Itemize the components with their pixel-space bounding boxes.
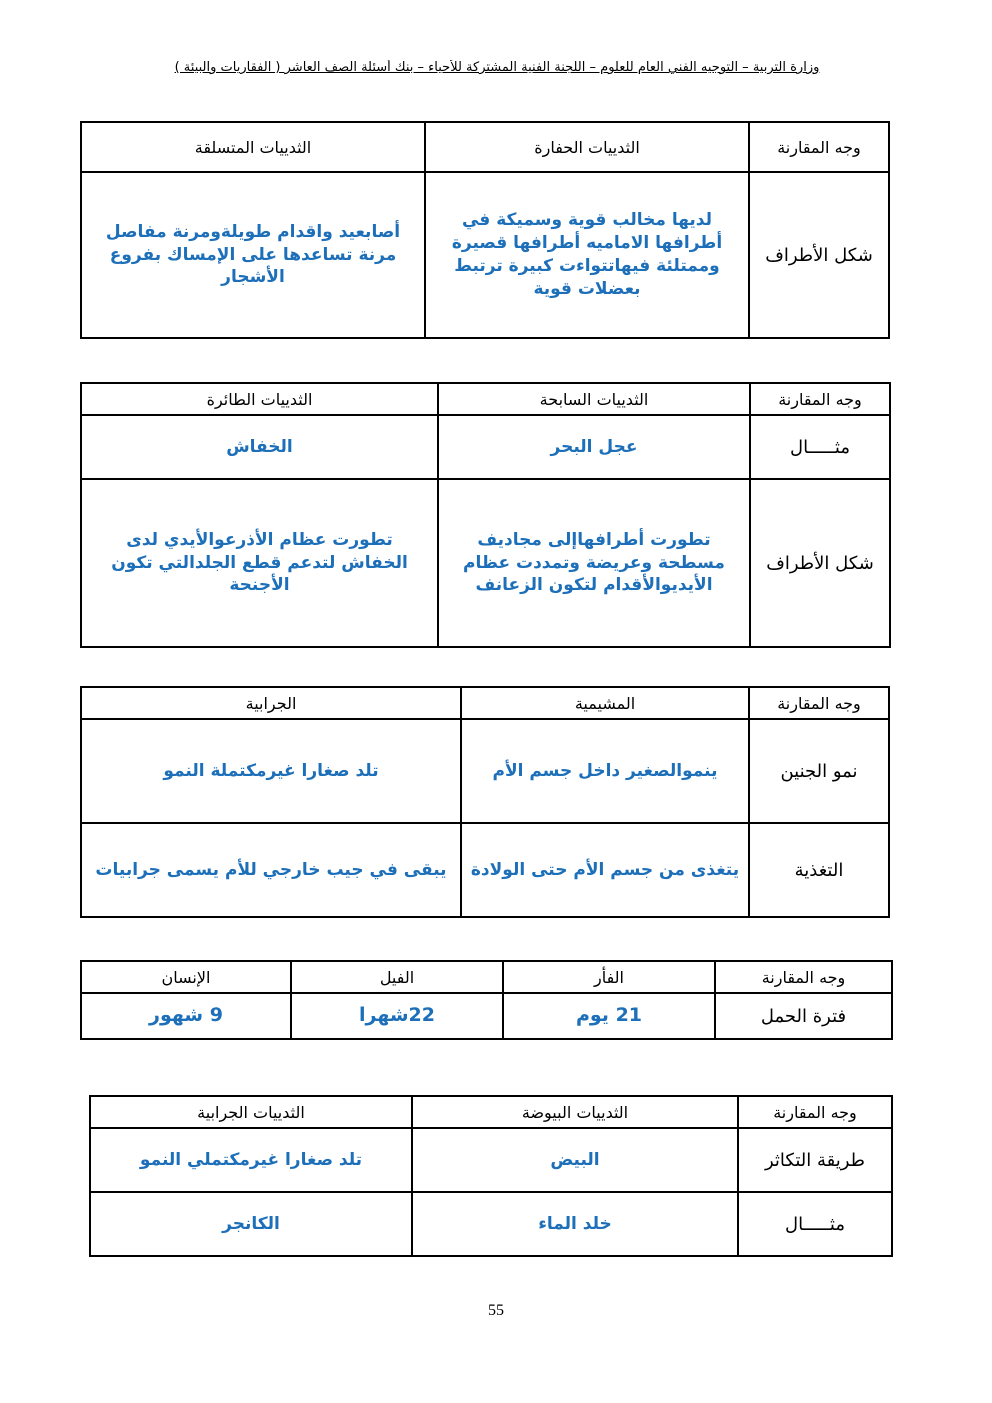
table-header-row [81,383,890,415]
table-row [81,172,889,338]
answer-cell: أصابعيد واقدام طويلةومرنة مفاصل مرنة تساعدها على الإمساك بفروع الأشجار [81,172,425,338]
answer-cell: لديها مخالب قوية وسميكة في أطرافها الاماميه أطرافها قصيرة وممتلئة فيهاتتواءت كبيرة ترتبط بعضلات قوية [425,172,749,338]
header-cell: الفأر [503,961,715,993]
answer-cell: 22شهرا [291,993,503,1039]
table-row [90,1192,892,1256]
header-cell: وجه المقارنة [738,1096,892,1128]
table-row [81,415,890,479]
answer-cell: 9 شهور [81,993,291,1039]
answer-cell: البيض [412,1128,738,1192]
row-label: نمو الجنين [749,719,889,823]
comparison-table-placental-marsupial [80,686,890,918]
header-cell: الثدييات السابحة [438,383,750,415]
answer-cell: ينموالصغير داخل جسم الأم [461,719,749,823]
table-header-row [81,961,892,993]
header-cell: وجه المقارنة [749,122,889,172]
comparison-table-monotreme-marsupial [89,1095,893,1257]
header-cell: وجه المقارنة [750,383,890,415]
answer-cell: تطورت أطرافهاإلى مجاديف مسطحة وعريضة وتمددت عظام الأيديوالأقدام لتكون الزعانف [438,479,750,647]
table-header-row [81,122,889,172]
answer-cell: يتغذى من جسم الأم حتى الولادة [461,823,749,917]
table-header-row [90,1096,892,1128]
row-label: التغذية [749,823,889,917]
answer-cell: الكانجر [90,1192,412,1256]
header-cell: الإنسان [81,961,291,993]
answer-cell: الخفاش [81,415,438,479]
header-cell: الثدييات المتسلقة [81,122,425,172]
comparison-table-gestation [80,960,893,1040]
header-cell: الفيل [291,961,503,993]
row-label: شكل الأطراف [749,172,889,338]
row-label: مثـــــال [738,1192,892,1256]
table-row [81,479,890,647]
answer-cell: 21 يوم [503,993,715,1039]
table-row [90,1128,892,1192]
page-header: وزارة التربية – التوجيه الفني العام للعلوم – اللجنة الفنية المشتركة للأحياء – بنك أسئلة الصف العاشر ( الفقاريات والبيئة ) [174,60,820,75]
row-label: شكل الأطراف [750,479,890,647]
answer-cell: تلد صغارا غيرمكتملة النمو [81,719,461,823]
row-label: طريقة التكاثر [738,1128,892,1192]
header-cell: المشيمية [461,687,749,719]
row-label: مثـــــال [750,415,890,479]
header-cell: وجه المقارنة [715,961,892,993]
table-row [81,993,892,1039]
answer-cell: يبقى في جيب خارجي للأم يسمى جرابيات [81,823,461,917]
header-cell: وجه المقارنة [749,687,889,719]
comparison-table-swimming-flying [80,382,891,648]
header-cell: الثدييات الحفارة [425,122,749,172]
header-cell: الثدييات الجرابية [90,1096,412,1128]
answer-cell: عجل البحر [438,415,750,479]
table-row [81,823,889,917]
answer-cell: خلد الماء [412,1192,738,1256]
table-row [81,719,889,823]
answer-cell: تطورت عظام الأذرعوالأيدي لدى الخفاش لتدعم قطع الجلدالتي تكون الأجنحة [81,479,438,647]
row-label: فترة الحمل [715,993,892,1039]
header-cell: الجرابية [81,687,461,719]
page-number: 55 [488,1302,504,1319]
table-header-row [81,687,889,719]
header-cell: الثدييات البيوضة [412,1096,738,1128]
answer-cell: تلد صغارا غيرمكتملي النمو [90,1128,412,1192]
comparison-table-burrowing-climbing [80,121,890,339]
header-cell: الثدييات الطائرة [81,383,438,415]
